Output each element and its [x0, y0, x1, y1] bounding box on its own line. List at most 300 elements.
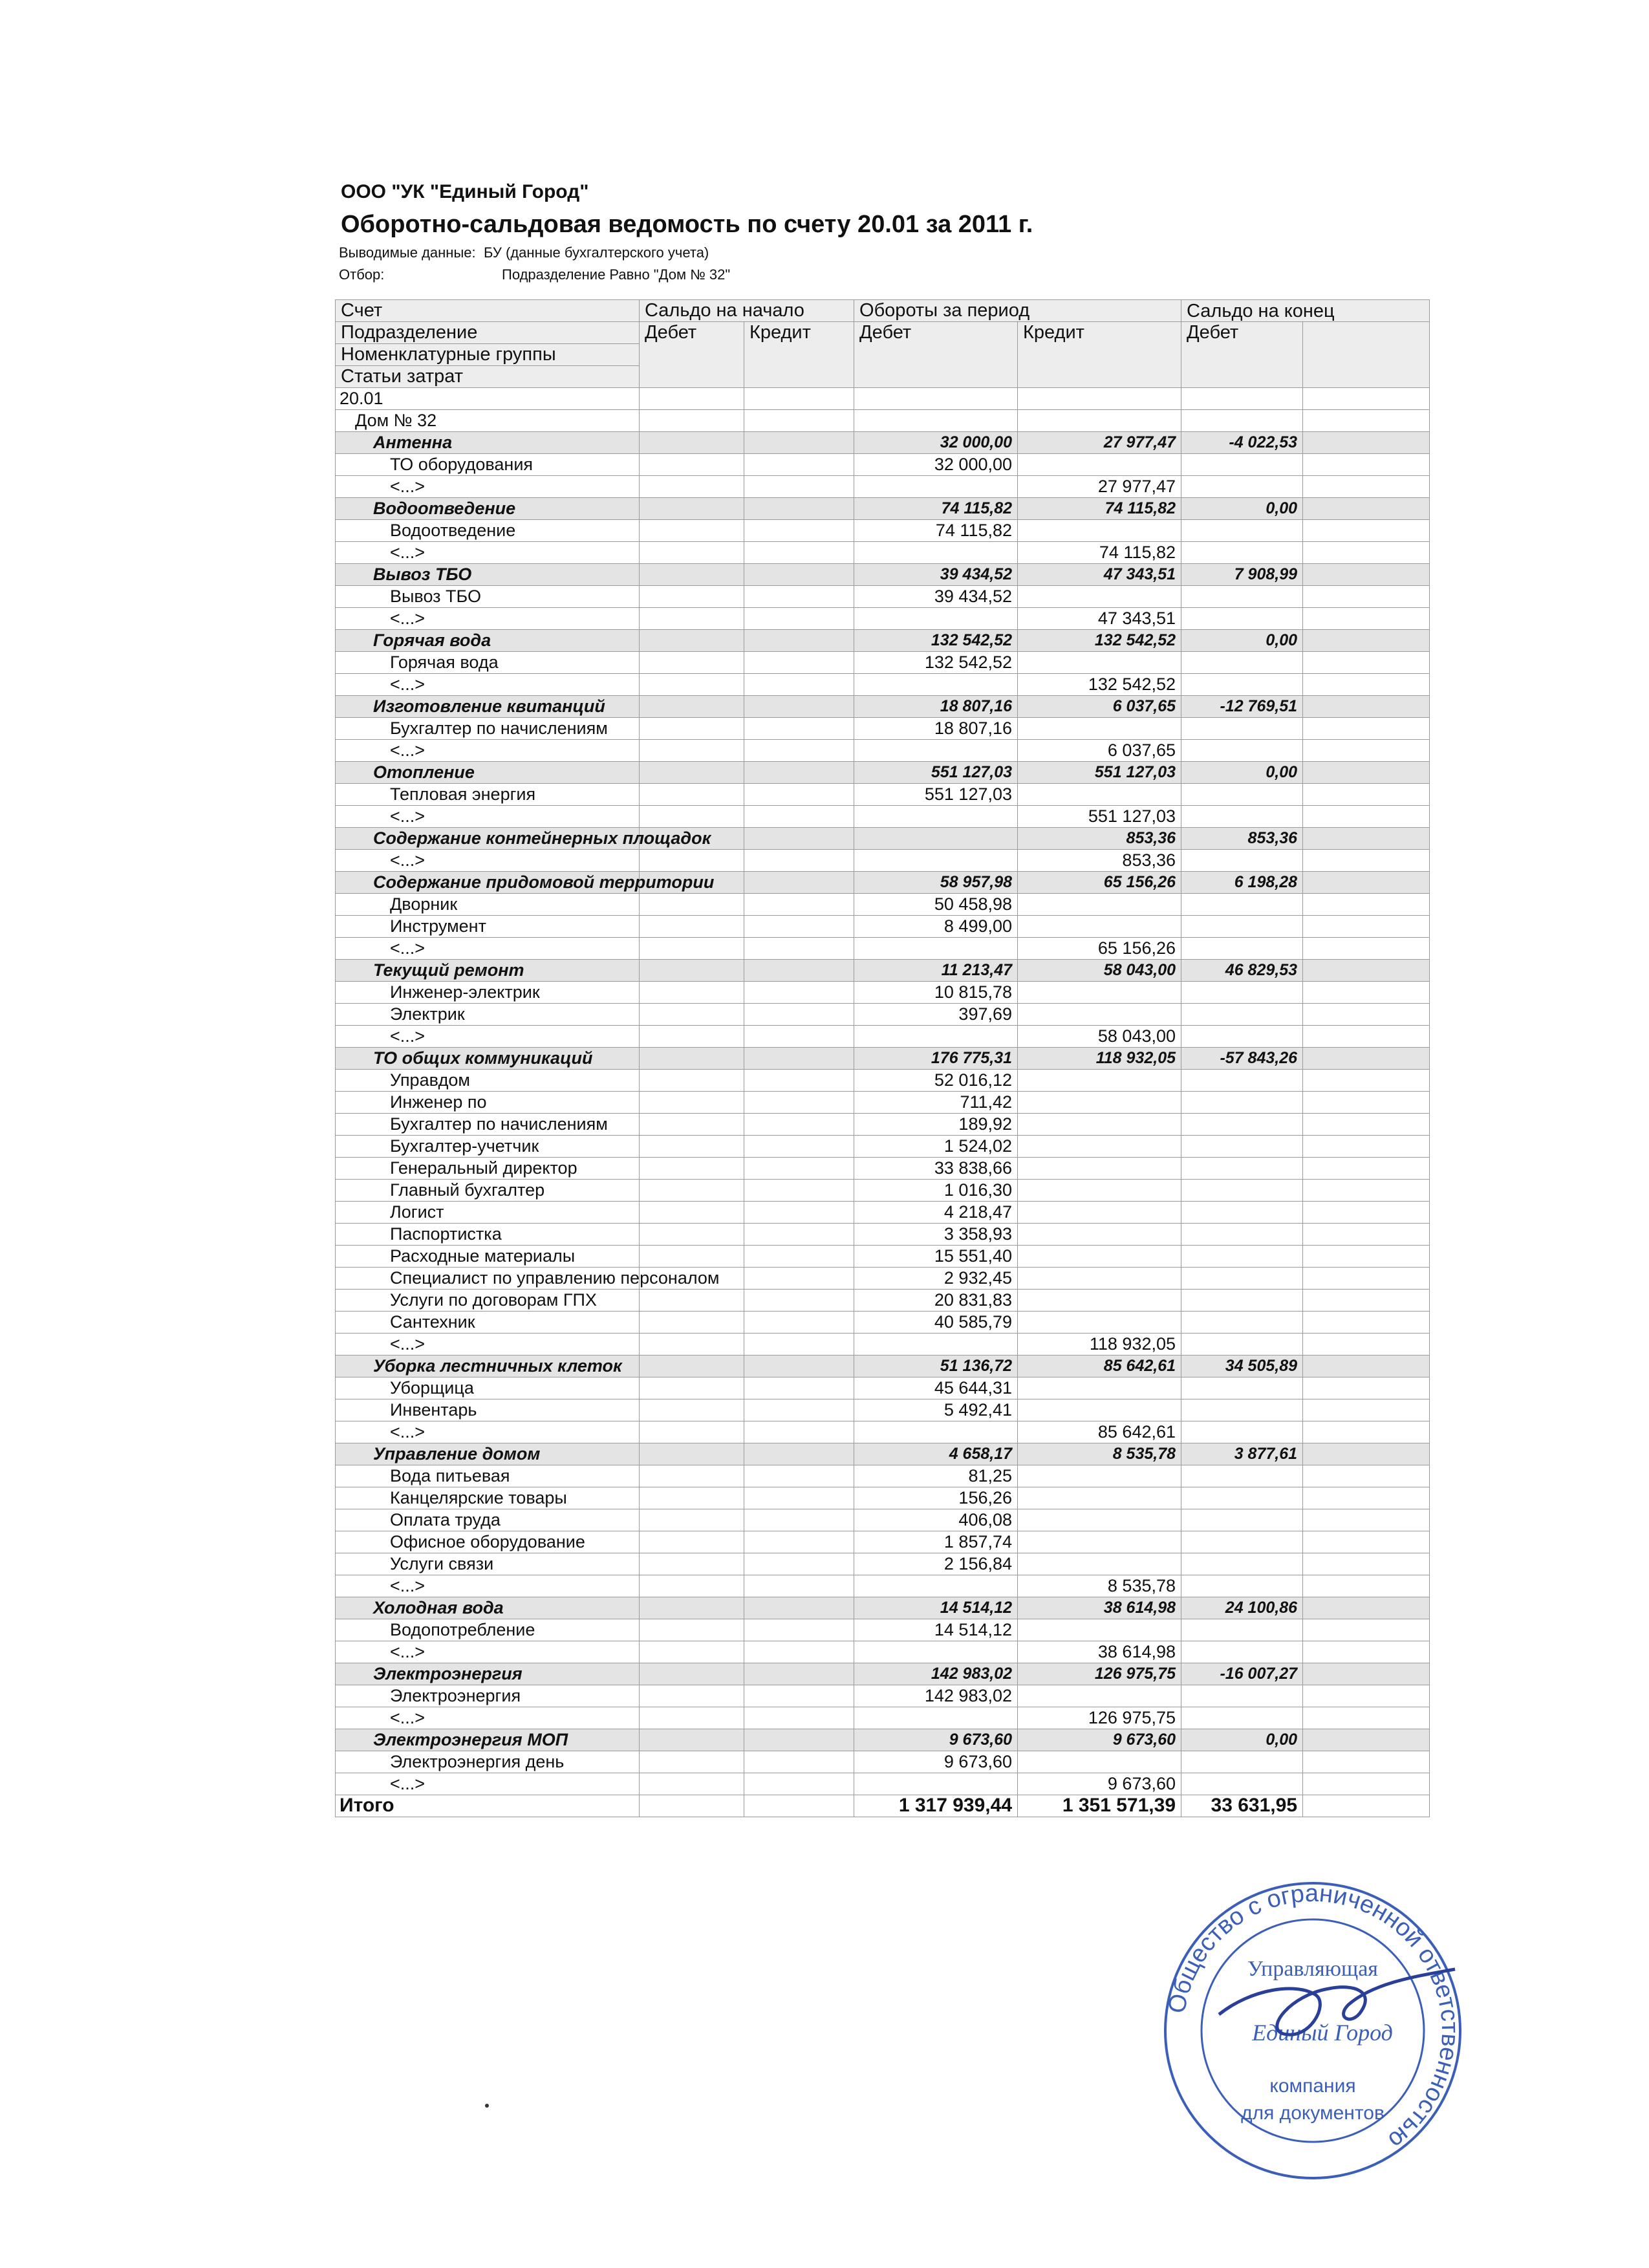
row-label: Дворник: [336, 894, 640, 916]
cell-turnover-debit: 20 831,83: [854, 1290, 1018, 1312]
cell-end-debit: [1181, 1158, 1303, 1180]
cell-start-credit: [744, 1553, 854, 1575]
cell-start-credit: [744, 740, 854, 762]
cell-end-credit: [1303, 850, 1430, 872]
cell-start-debit: [640, 806, 744, 828]
cell-turnover-credit: [1018, 1004, 1181, 1026]
cell-end-debit: [1181, 1509, 1303, 1531]
cell-end-credit: [1303, 1421, 1430, 1443]
cell-end-debit: 6 198,28: [1181, 872, 1303, 894]
cell-end-debit: [1181, 916, 1303, 938]
cell-end-debit: [1181, 476, 1303, 498]
cell-turnover-credit: [1018, 1553, 1181, 1575]
cell-turnover-credit: [1018, 652, 1181, 674]
cell-end-debit: [1181, 1773, 1303, 1795]
cell-start-debit: [640, 1355, 744, 1377]
cell-end-credit: [1303, 1070, 1430, 1092]
cell-end-debit: [1181, 982, 1303, 1004]
cell-start-debit: [640, 960, 744, 982]
cell-start-debit: [640, 1729, 744, 1751]
cell-turnover-credit: 132 542,52: [1018, 630, 1181, 652]
cell-turnover-credit: [1018, 1619, 1181, 1641]
cell-end-debit: [1181, 1202, 1303, 1224]
row-label: Инженер-электрик: [336, 982, 640, 1004]
row-label: Вода питьевая: [336, 1465, 640, 1487]
cell-end-debit: [1181, 1641, 1303, 1663]
total-turnover-credit: 1 351 571,39: [1018, 1795, 1181, 1817]
cell-turnover-credit: 8 535,78: [1018, 1575, 1181, 1597]
cell-end-debit: 0,00: [1181, 630, 1303, 652]
row-label: Расходные материалы: [336, 1246, 640, 1268]
row-label: <...>: [336, 850, 640, 872]
row-label: Электроэнергия МОП: [336, 1729, 640, 1751]
cell-turnover-debit: 58 957,98: [854, 872, 1018, 894]
cell-turnover-debit: 189,92: [854, 1114, 1018, 1136]
cell-start-credit: [744, 1421, 854, 1443]
row-label: Горячая вода: [336, 652, 640, 674]
cell-start-credit: [744, 1246, 854, 1268]
cell-turnover-credit: [1018, 1465, 1181, 1487]
cell-start-credit: [744, 388, 854, 410]
cell-turnover-debit: 1 857,74: [854, 1531, 1018, 1553]
group-row: [336, 1048, 1430, 1070]
cell-end-credit: [1303, 630, 1430, 652]
row-label: <...>: [336, 542, 640, 564]
row-label: Офисное оборудование: [336, 1531, 640, 1553]
row-label: 20.01: [336, 388, 640, 410]
row-label: Инженер по: [336, 1092, 640, 1114]
cell-start-credit: [744, 1355, 854, 1377]
cell-end-debit: -4 022,53: [1181, 432, 1303, 454]
cell-turnover-credit: 38 614,98: [1018, 1597, 1181, 1619]
cell-turnover-credit: [1018, 1092, 1181, 1114]
data-label: Выводимые данные:: [339, 244, 476, 261]
col-account: Счет: [336, 300, 640, 322]
cell-start-credit: [744, 1663, 854, 1685]
data-value: БУ (данные бухгалтерского учета): [484, 244, 709, 261]
row-label: Уборка лестничных клеток: [336, 1355, 640, 1377]
cell-turnover-debit: 1 016,30: [854, 1180, 1018, 1202]
table-row: [336, 894, 1430, 916]
table-row: [336, 938, 1430, 960]
cell-end-debit: [1181, 1092, 1303, 1114]
table-row: [336, 740, 1430, 762]
cell-start-debit: [640, 498, 744, 520]
cell-end-credit: [1303, 1268, 1430, 1290]
cell-start-credit: [744, 608, 854, 630]
cell-turnover-credit: [1018, 1399, 1181, 1421]
cell-turnover-debit: 551 127,03: [854, 784, 1018, 806]
cell-end-debit: [1181, 1246, 1303, 1268]
row-label: <...>: [336, 1641, 640, 1663]
cell-end-credit: [1303, 1685, 1430, 1707]
cell-end-credit: [1303, 1773, 1430, 1795]
cell-start-credit: [744, 476, 854, 498]
cell-start-debit: [640, 432, 744, 454]
cell-turnover-debit: [854, 806, 1018, 828]
cell-end-credit: [1303, 718, 1430, 740]
table-row: [336, 1158, 1430, 1180]
table-row: [336, 1707, 1430, 1729]
cell-start-credit: [744, 872, 854, 894]
cell-end-credit: [1303, 1575, 1430, 1597]
cell-start-credit: [744, 1575, 854, 1597]
cell-start-debit: [640, 894, 744, 916]
group-row: [336, 1663, 1430, 1685]
cell-start-debit: [640, 740, 744, 762]
cell-turnover-debit: 51 136,72: [854, 1355, 1018, 1377]
cell-start-credit: [744, 1729, 854, 1751]
cell-turnover-debit: [854, 740, 1018, 762]
cell-start-credit: [744, 1158, 854, 1180]
filter-value: Подразделение Равно "Дом № 32": [502, 266, 731, 283]
cell-turnover-debit: [854, 674, 1018, 696]
cell-turnover-debit: 74 115,82: [854, 520, 1018, 542]
cell-end-debit: [1181, 1399, 1303, 1421]
cell-turnover-debit: [854, 388, 1018, 410]
cell-end-credit: [1303, 542, 1430, 564]
table-row: [336, 476, 1430, 498]
cell-turnover-debit: 32 000,00: [854, 432, 1018, 454]
group-row: [336, 762, 1430, 784]
cell-turnover-debit: 14 514,12: [854, 1619, 1018, 1641]
cell-turnover-credit: [1018, 1114, 1181, 1136]
row-label: Бухгалтер по начислениям: [336, 718, 640, 740]
cell-turnover-credit: 853,36: [1018, 850, 1181, 872]
row-label: Электроэнергия: [336, 1663, 640, 1685]
cell-start-credit: [744, 1004, 854, 1026]
table-row: [336, 1553, 1430, 1575]
table-row: [336, 652, 1430, 674]
filter-label: Отбор:: [339, 266, 385, 283]
cell-end-credit: [1303, 1136, 1430, 1158]
row-label: Тепловая энергия: [336, 784, 640, 806]
table-row: [336, 1334, 1430, 1355]
cell-turnover-debit: 3 358,93: [854, 1224, 1018, 1246]
table-row: [336, 1641, 1430, 1663]
cell-start-credit: [744, 1092, 854, 1114]
cell-end-credit: [1303, 652, 1430, 674]
row-label: Холодная вода: [336, 1597, 640, 1619]
row-label: Услуги связи: [336, 1553, 640, 1575]
cell-turnover-debit: [854, 850, 1018, 872]
seal-line-2: Единый Город: [1252, 2020, 1393, 2046]
cell-end-debit: [1181, 410, 1303, 432]
cell-end-debit: [1181, 1619, 1303, 1641]
table-row: [336, 1531, 1430, 1553]
row-label: Генеральный директор: [336, 1158, 640, 1180]
group-row: [336, 432, 1430, 454]
cell-turnover-debit: 142 983,02: [854, 1663, 1018, 1685]
group-row: [336, 828, 1430, 850]
table-row: [336, 916, 1430, 938]
row-label: Антенна: [336, 432, 640, 454]
cell-start-credit: [744, 1597, 854, 1619]
table-row: [336, 608, 1430, 630]
cell-end-credit: [1303, 1663, 1430, 1685]
cell-end-debit: [1181, 1751, 1303, 1773]
row-label: <...>: [336, 1334, 640, 1355]
cell-turnover-debit: 33 838,66: [854, 1158, 1018, 1180]
row-label: Паспортистка: [336, 1224, 640, 1246]
cell-start-debit: [640, 1070, 744, 1092]
cell-turnover-debit: 39 434,52: [854, 586, 1018, 608]
cell-start-debit: [640, 1751, 744, 1773]
cell-start-debit: [640, 1465, 744, 1487]
table-row: [336, 1092, 1430, 1114]
cell-end-debit: 24 100,86: [1181, 1597, 1303, 1619]
cell-end-debit: [1181, 938, 1303, 960]
cell-start-debit: [640, 982, 744, 1004]
row-label: Инвентарь: [336, 1399, 640, 1421]
cell-start-debit: [640, 542, 744, 564]
cell-start-debit: [640, 1290, 744, 1312]
cell-end-credit: [1303, 1531, 1430, 1553]
cell-turnover-debit: 10 815,78: [854, 982, 1018, 1004]
cell-turnover-credit: [1018, 1224, 1181, 1246]
cell-start-credit: [744, 1026, 854, 1048]
cell-end-debit: 7 908,99: [1181, 564, 1303, 586]
cell-end-credit: [1303, 1751, 1430, 1773]
cell-end-debit: [1181, 1312, 1303, 1334]
row-label: Вывоз ТБО: [336, 564, 640, 586]
cell-start-debit: [640, 476, 744, 498]
cell-end-credit: [1303, 762, 1430, 784]
row-label: Горячая вода: [336, 630, 640, 652]
cell-turnover-credit: [1018, 410, 1181, 432]
cell-turnover-debit: 18 807,16: [854, 696, 1018, 718]
table-row: [336, 520, 1430, 542]
cell-turnover-debit: 711,42: [854, 1092, 1018, 1114]
group-row: [336, 1443, 1430, 1465]
cell-end-credit: [1303, 564, 1430, 586]
cell-end-credit: [1303, 1026, 1430, 1048]
row-label: Инструмент: [336, 916, 640, 938]
cell-start-debit: [640, 1487, 744, 1509]
cell-end-credit: [1303, 1004, 1430, 1026]
cell-start-credit: [744, 1268, 854, 1290]
cell-turnover-credit: [1018, 1290, 1181, 1312]
cell-turnover-credit: [1018, 1685, 1181, 1707]
cell-turnover-debit: [854, 1421, 1018, 1443]
table-row: [336, 1114, 1430, 1136]
col-turn-debit: Дебет: [854, 322, 1018, 388]
cell-turnover-debit: 9 673,60: [854, 1751, 1018, 1773]
row-label: Управление домом: [336, 1443, 640, 1465]
cell-start-debit: [640, 1114, 744, 1136]
cell-start-debit: [640, 1531, 744, 1553]
group-row: [336, 1355, 1430, 1377]
group-row: [336, 872, 1430, 894]
table-row: [336, 1377, 1430, 1399]
cell-start-debit: [640, 1641, 744, 1663]
cell-end-credit: [1303, 784, 1430, 806]
col-end-blank: [1303, 322, 1430, 388]
cell-start-debit: [640, 388, 744, 410]
cell-end-credit: [1303, 960, 1430, 982]
cell-start-credit: [744, 498, 854, 520]
cell-turnover-debit: 397,69: [854, 1004, 1018, 1026]
row-label: Бухгалтер по начислениям: [336, 1114, 640, 1136]
cell-end-credit: [1303, 1048, 1430, 1070]
cell-start-debit: [640, 1202, 744, 1224]
cell-end-credit: [1303, 938, 1430, 960]
cell-end-debit: [1181, 542, 1303, 564]
cell-end-debit: -57 843,26: [1181, 1048, 1303, 1070]
cell-start-credit: [744, 960, 854, 982]
table-row: [336, 1773, 1430, 1795]
cell-start-debit: [640, 1663, 744, 1685]
table-row: [336, 1399, 1430, 1421]
seal-line-1: Управляющая: [1247, 1957, 1378, 1981]
cell-start-credit: [744, 520, 854, 542]
col-cost-items: Статьи затрат: [336, 366, 640, 388]
company-seal: [1161, 1879, 1465, 2183]
table-row: [336, 1070, 1430, 1092]
cell-end-debit: 0,00: [1181, 498, 1303, 520]
cell-turnover-debit: [854, 542, 1018, 564]
cell-start-credit: [744, 1773, 854, 1795]
cell-start-debit: [640, 1224, 744, 1246]
cell-end-debit: [1181, 1070, 1303, 1092]
row-label: ТО оборудования: [336, 454, 640, 476]
row-label: Канцелярские товары: [336, 1487, 640, 1509]
cell-start-credit: [744, 432, 854, 454]
cell-turnover-debit: 156,26: [854, 1487, 1018, 1509]
cell-turnover-credit: [1018, 1180, 1181, 1202]
cell-start-credit: [744, 1707, 854, 1729]
cell-turnover-credit: 9 673,60: [1018, 1729, 1181, 1751]
cell-turnover-debit: 1 524,02: [854, 1136, 1018, 1158]
cell-end-credit: [1303, 1092, 1430, 1114]
cell-start-credit: [744, 410, 854, 432]
cell-end-debit: [1181, 608, 1303, 630]
group-row: [336, 498, 1430, 520]
cell-start-debit: [640, 696, 744, 718]
row-label: <...>: [336, 806, 640, 828]
cell-start-credit: [744, 718, 854, 740]
cell-start-credit: [744, 1290, 854, 1312]
cell-turnover-credit: 126 975,75: [1018, 1707, 1181, 1729]
cell-start-credit: [744, 1509, 854, 1531]
table-row: [336, 1136, 1430, 1158]
cell-end-debit: 46 829,53: [1181, 960, 1303, 982]
cell-turnover-debit: 45 644,31: [854, 1377, 1018, 1399]
cell-turnover-debit: [854, 1641, 1018, 1663]
cell-turnover-debit: 551 127,03: [854, 762, 1018, 784]
cell-turnover-debit: [854, 1334, 1018, 1355]
seal-line-3: компания: [1269, 2075, 1356, 2097]
cell-end-credit: [1303, 894, 1430, 916]
cell-turnover-credit: 551 127,03: [1018, 806, 1181, 828]
cell-start-credit: [744, 1465, 854, 1487]
cell-turnover-credit: 126 975,75: [1018, 1663, 1181, 1685]
cell-start-debit: [640, 1443, 744, 1465]
cell-end-credit: [1303, 1224, 1430, 1246]
cell-end-debit: [1181, 806, 1303, 828]
cell-end-debit: 34 505,89: [1181, 1355, 1303, 1377]
cell-turnover-debit: 52 016,12: [854, 1070, 1018, 1092]
cell-start-credit: [744, 1334, 854, 1355]
cell-start-credit: [744, 1377, 854, 1399]
cell-start-credit: [744, 806, 854, 828]
cell-turnover-debit: [854, 476, 1018, 498]
cell-end-debit: [1181, 740, 1303, 762]
cell-turnover-credit: [1018, 1531, 1181, 1553]
row-label: Главный бухгалтер: [336, 1180, 640, 1202]
table-row: [336, 454, 1430, 476]
cell-end-credit: [1303, 1180, 1430, 1202]
cell-start-debit: [640, 1377, 744, 1399]
row-label: Водоотведение: [336, 520, 640, 542]
cell-turnover-debit: 81,25: [854, 1465, 1018, 1487]
cell-turnover-credit: 118 932,05: [1018, 1048, 1181, 1070]
cell-end-credit: [1303, 916, 1430, 938]
table-row: [336, 718, 1430, 740]
cell-end-debit: [1181, 850, 1303, 872]
cell-end-credit: [1303, 1290, 1430, 1312]
row-label: Водоотведение: [336, 498, 640, 520]
cell-turnover-debit: 132 542,52: [854, 630, 1018, 652]
cell-turnover-debit: 4 218,47: [854, 1202, 1018, 1224]
table-row: [336, 1004, 1430, 1026]
cell-turnover-credit: [1018, 982, 1181, 1004]
cell-turnover-debit: [854, 1773, 1018, 1795]
cell-end-debit: [1181, 1553, 1303, 1575]
cell-start-credit: [744, 1641, 854, 1663]
cell-start-debit: [640, 916, 744, 938]
cell-end-debit: [1181, 1114, 1303, 1136]
header-row-1: [336, 300, 1430, 322]
cell-end-debit: [1181, 1487, 1303, 1509]
table-row: [336, 1465, 1430, 1487]
cell-start-debit: [640, 520, 744, 542]
table-row: [336, 1224, 1430, 1246]
cell-turnover-credit: [1018, 1246, 1181, 1268]
row-label: <...>: [336, 1707, 640, 1729]
table-row: [336, 806, 1430, 828]
cell-end-credit: [1303, 1355, 1430, 1377]
table-row: [336, 1509, 1430, 1531]
total-label: Итого: [336, 1795, 640, 1817]
row-label: Содержание придомовой территории: [336, 872, 640, 894]
cell-end-debit: -12 769,51: [1181, 696, 1303, 718]
cell-end-credit: [1303, 1202, 1430, 1224]
cell-end-debit: -16 007,27: [1181, 1663, 1303, 1685]
cell-start-debit: [640, 1773, 744, 1795]
cell-end-debit: [1181, 718, 1303, 740]
cell-end-credit: [1303, 1443, 1430, 1465]
cell-start-debit: [640, 1421, 744, 1443]
cell-end-debit: 0,00: [1181, 1729, 1303, 1751]
col-saldo-start: Сальдо на начало: [640, 300, 854, 322]
group-row: [336, 564, 1430, 586]
cell-end-credit: [1303, 982, 1430, 1004]
cell-turnover-debit: 8 499,00: [854, 916, 1018, 938]
cell-end-credit: [1303, 1465, 1430, 1487]
col-end-debit: Дебет: [1181, 322, 1303, 388]
cell-turnover-debit: 2 156,84: [854, 1553, 1018, 1575]
row-label: <...>: [336, 740, 640, 762]
cell-turnover-debit: 406,08: [854, 1509, 1018, 1531]
cell-start-credit: [744, 762, 854, 784]
cell-turnover-credit: 27 977,47: [1018, 476, 1181, 498]
row-label: Изготовление квитанций: [336, 696, 640, 718]
cell-turnover-credit: [1018, 1487, 1181, 1509]
cell-start-debit: [640, 1158, 744, 1180]
cell-end-debit: [1181, 1180, 1303, 1202]
cell-start-debit: [640, 1312, 744, 1334]
